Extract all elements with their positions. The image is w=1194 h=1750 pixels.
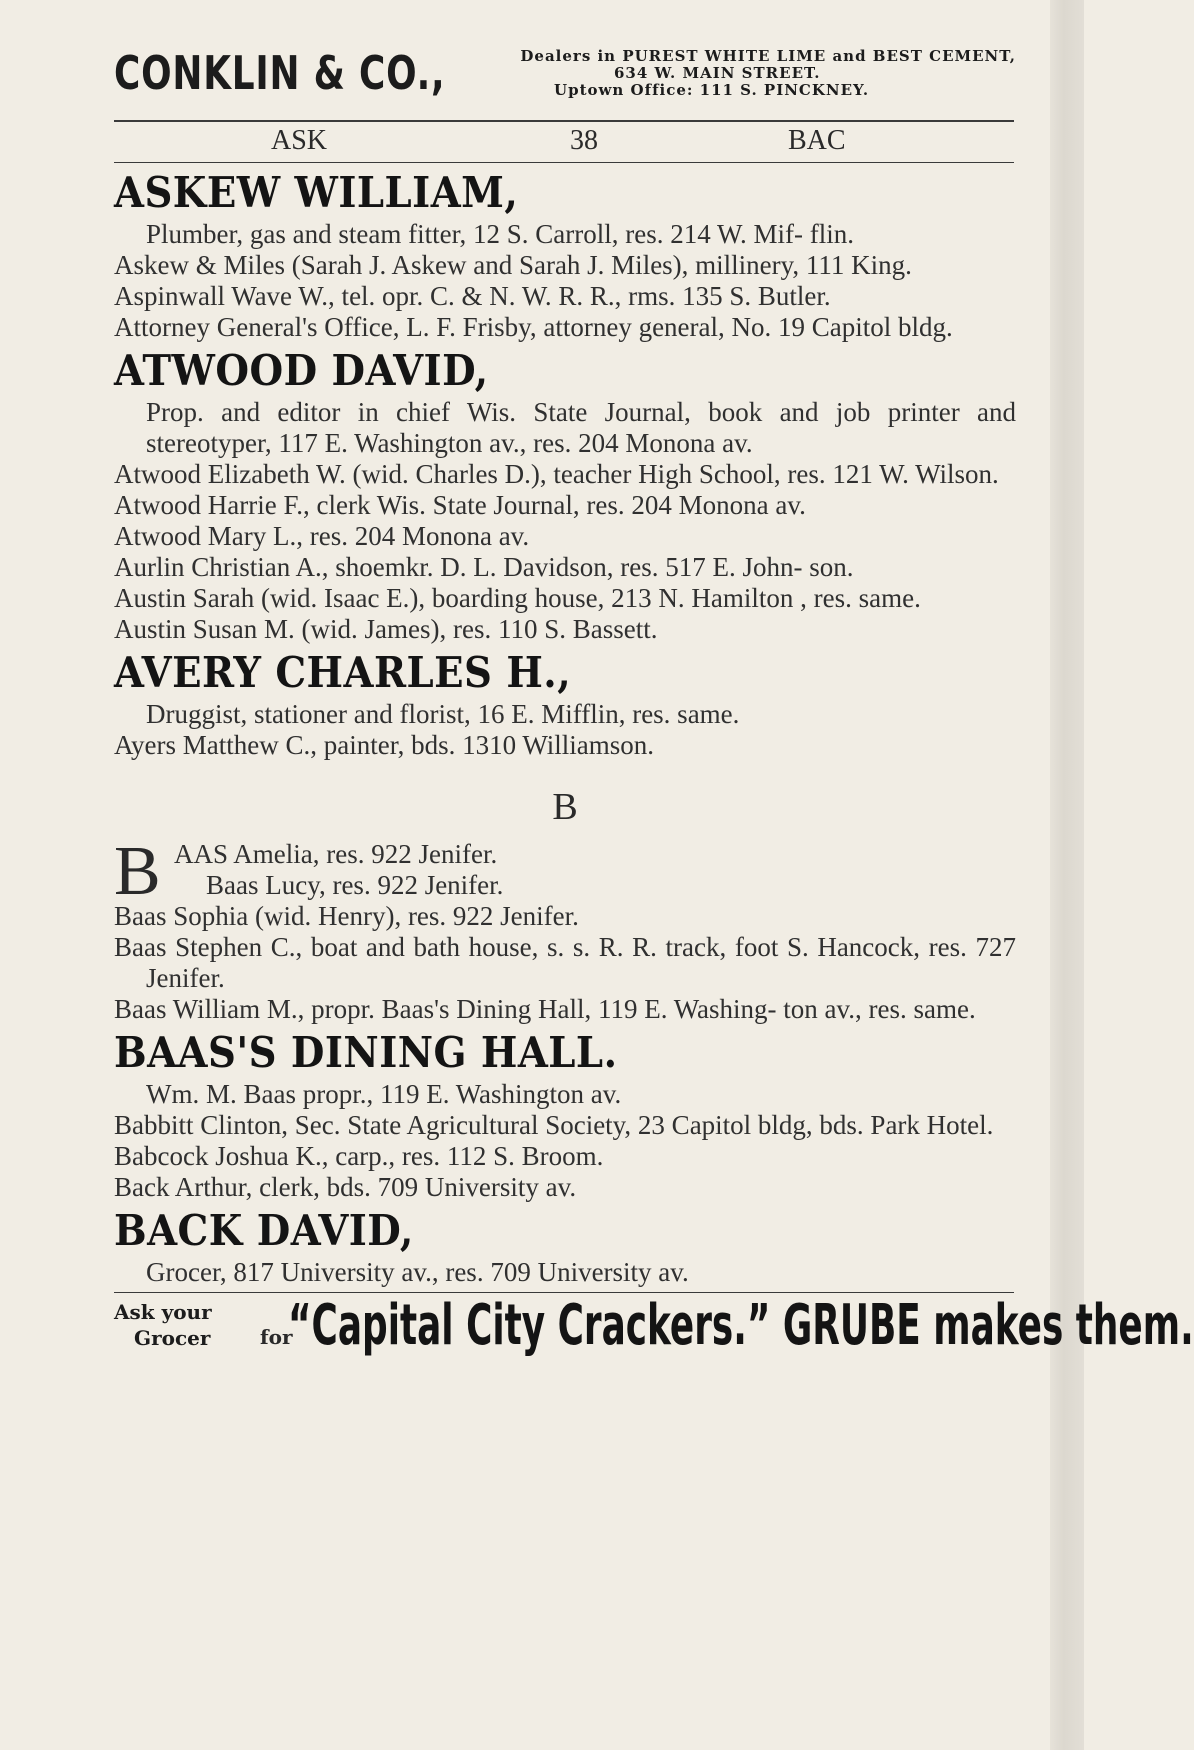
ad-slogan: “Capital City Crackers.” GRUBE makes them. — [288, 1293, 1194, 1358]
advertiser-details — [444, 48, 1024, 99]
entry-baas-stephen: Baas Stephen C., boat and bath house, s. s. R. R. track, foot S. Hancock, res. 727 Jenifer. — [114, 932, 1016, 993]
entry-atwood-desc: Prop. and editor in chief Wis. State Journal, book and job printer and stereotyper, 117 E. Washington av., res. 204 Monona av. — [146, 397, 1016, 458]
entry-baas-hall-desc: Wm. M. Baas propr., 119 E. Washington av. — [146, 1079, 622, 1109]
entry-austin-susan: Austin Susan M. (wid. James), res. 110 S. Bassett. — [114, 614, 658, 644]
directory-page — [114, 40, 1194, 1367]
page-number: 38 — [570, 125, 598, 156]
entry-austin-sarah: Austin Sarah (wid. Isaac E.), boarding house, 213 N. Hamilton , res. same. — [114, 583, 921, 613]
entry-atwood-harrie: Atwood Harrie F., clerk Wis. State Journal, res. 204 Monona av. — [114, 490, 806, 520]
entry-babcock: Babcock Joshua K., carp., res. 112 S. Broom. — [114, 1141, 604, 1171]
running-head-left: ASK — [271, 125, 328, 156]
entry-avery-desc: Druggist, stationer and florist, 16 E. Mifflin, res. same. — [146, 699, 740, 729]
entry-attorney: Attorney General's Office, L. F. Frisby, attorney general, No. 19 Capitol bldg. — [114, 312, 953, 342]
entry-back-desc: Grocer, 817 University av., res. 709 University av. — [146, 1257, 689, 1287]
advertiser-name: CONKLIN & CO., — [114, 46, 446, 100]
entry-atwood-mary: Atwood Mary L., res. 204 Monona av. — [114, 521, 530, 551]
running-head — [114, 122, 1016, 162]
heading-back: BACK DAVID, — [114, 1206, 414, 1255]
entry-ayers: Ayers Matthew C., painter, bds. 1310 Williamson. — [114, 730, 655, 760]
entry-baas-william: Baas William M., propr. Baas's Dining Hall, 119 E. Washing- ton av., res. same. — [114, 994, 976, 1024]
top-advertisement — [114, 40, 1016, 120]
entry-askew-desc: Plumber, gas and steam fitter, 12 S. Carroll, res. 214 W. Mif- flin. — [146, 219, 854, 249]
entry-atwood-elizabeth: Atwood Elizabeth W. (wid. Charles D.), teacher High School, res. 121 W. Wilson. — [114, 459, 999, 489]
ad-grocer: Grocer — [134, 1326, 211, 1350]
ad-for: for — [260, 1325, 293, 1349]
entry-baas-sophia: Baas Sophia (wid. Henry), res. 922 Jenifer. — [114, 901, 579, 931]
directory-entries — [114, 167, 1016, 1288]
heading-avery: AVERY CHARLES H., — [114, 648, 572, 697]
entry-back-arthur: Back Arthur, clerk, bds. 709 University av. — [114, 1172, 577, 1202]
ad-ask-your: Ask your — [114, 1300, 212, 1324]
entry-aurlin: Aurlin Christian A., shoemkr. D. L. Davidson, res. 517 E. John- son. — [114, 552, 854, 582]
heading-atwood: ATWOOD DAVID, — [114, 346, 489, 395]
page-edge — [1050, 0, 1084, 1750]
ad-line-1: Dealers in PUREST WHITE LIME and BEST CEMENT, — [520, 47, 1016, 65]
ad-line-3: Uptown Office: 111 S. PINCKNEY. — [554, 81, 870, 99]
entry-baas-amelia: AAS Amelia, res. 922 Jenifer. — [174, 839, 498, 869]
dropcap-block — [114, 833, 1016, 910]
section-letter-b: B — [552, 786, 578, 828]
bottom-advertisement — [114, 1293, 1194, 1367]
ad-line-2: 634 W. MAIN STREET. — [614, 64, 821, 82]
entry-baas-lucy: Baas Lucy, res. 922 Jenifer. — [206, 870, 504, 900]
entry-aspinwall: Aspinwall Wave W., tel. opr. C. & N. W. R. R., rms. 135 S. Butler. — [114, 281, 831, 311]
heading-baas-dining-hall: BAAS'S DINING HALL. — [114, 1028, 618, 1077]
heading-askew: ASKEW WILLIAM, — [114, 168, 519, 217]
head-rule — [114, 162, 1014, 163]
entry-askew-miles: Askew & Miles (Sarah J. Askew and Sarah J. Miles), millinery, 111 King. — [114, 250, 912, 280]
entry-babbitt: Babbitt Clinton, Sec. State Agricultural Society, 23 Capitol bldg, bds. Park Hotel. — [114, 1110, 994, 1140]
running-head-right: BAC — [788, 125, 846, 156]
dropcap-letter: B — [114, 833, 161, 910]
ad-small-text — [114, 1299, 212, 1351]
